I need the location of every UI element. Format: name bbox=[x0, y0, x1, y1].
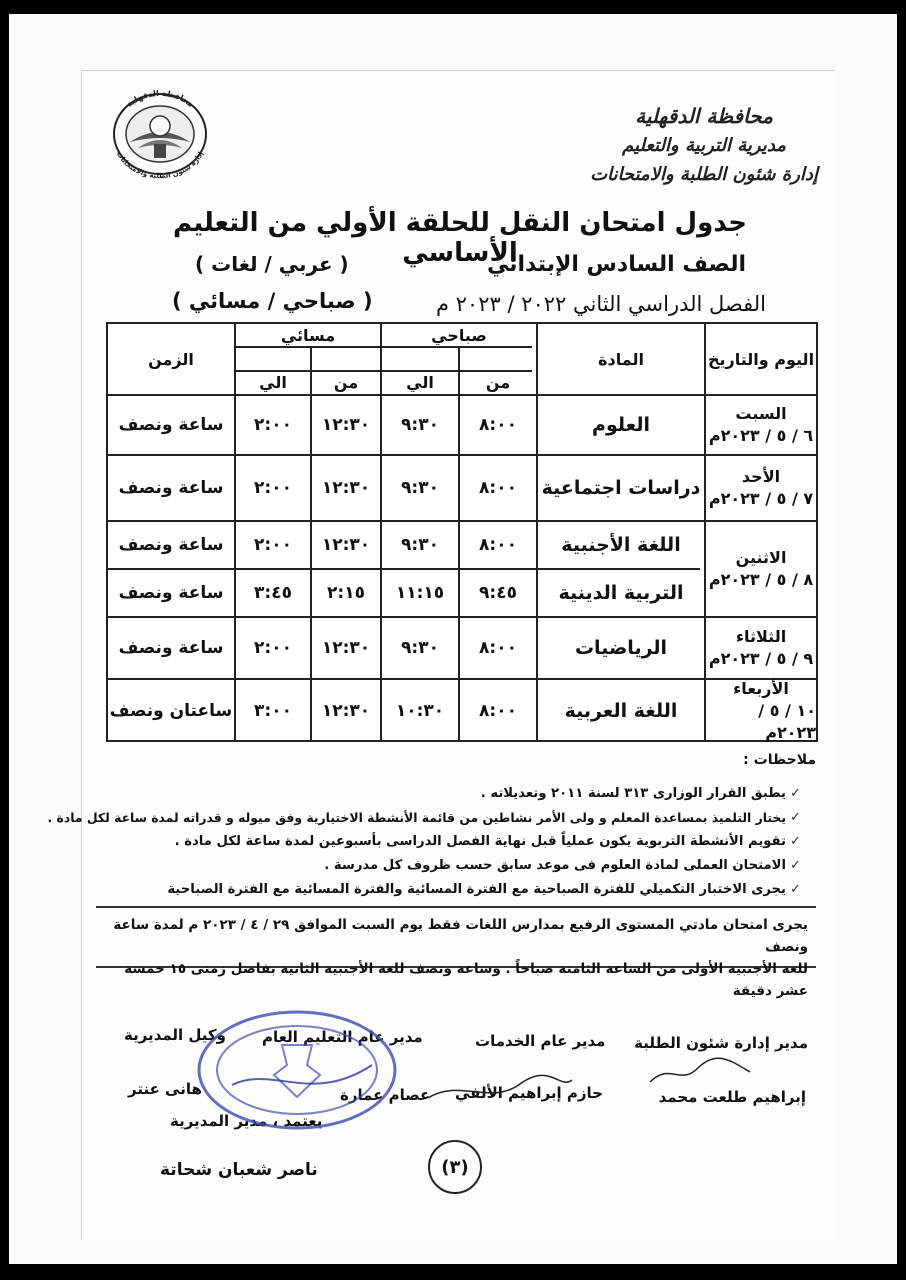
time-cell: ٢:٠٠ bbox=[254, 535, 292, 555]
check-bullet-icon: ✓ bbox=[790, 786, 801, 801]
governorate-name: محافظة الدقهلية bbox=[635, 104, 773, 128]
time-cell: ٨:٠٠ bbox=[479, 478, 517, 498]
time-cell: ٣:٤٥ bbox=[254, 583, 292, 603]
check-bullet-icon: ✓ bbox=[790, 882, 801, 897]
note-item: يختار التلميذ بمساعدة المعلم و ولى الأمر نشاطين من قائمة الأنشطة الاختيارية وفق ميوله و قدراته لمدة ساعة لكل مادة . bbox=[47, 810, 786, 825]
governorate-seal-icon bbox=[100, 84, 220, 184]
subject-cell: العلوم bbox=[592, 414, 650, 436]
header-day: اليوم والتاريخ bbox=[707, 349, 815, 369]
time-cell: ٣:٠٠ bbox=[254, 701, 292, 721]
notes-title: ملاحظات : bbox=[743, 752, 816, 768]
check-bullet-icon: ✓ bbox=[790, 834, 801, 849]
duration-cell: ساعة ونصف bbox=[118, 415, 224, 435]
note-item: يجرى الاختبار التكميلي للفترة الصباحية مع الفترة المسائية والفترة المسائية مع الفترة الصباحية bbox=[167, 882, 786, 897]
time-cell: ٩:٣٠ bbox=[401, 638, 439, 658]
time-cell: ١٢:٣٠ bbox=[321, 415, 371, 435]
subject-cell: اللغة العربية bbox=[564, 700, 678, 722]
subject-cell: اللغة الأجنبية bbox=[561, 534, 681, 556]
department-name: إدارة شئون الطلبة والامتحانات bbox=[590, 164, 818, 185]
signature-name: إبراهيم طلعت محمد bbox=[658, 1088, 806, 1106]
page-number: (٣) bbox=[428, 1140, 482, 1194]
time-cell: ٨:٠٠ bbox=[479, 415, 517, 435]
track-label: ( عربي / لغات ) bbox=[195, 252, 349, 276]
duration-cell: ساعة ونصف bbox=[118, 535, 224, 555]
signature-name: حازم إبراهيم الألفي bbox=[455, 1084, 603, 1102]
time-cell: ٢:١٥ bbox=[327, 583, 365, 603]
header-subject: المادة bbox=[598, 349, 644, 369]
subject-cell: الرياضيات bbox=[574, 637, 668, 659]
signature-title: وكيل المديرية bbox=[124, 1026, 226, 1044]
approval-label: يعتمد ، مدير المديرية bbox=[170, 1112, 323, 1130]
signature-title: مدير إدارة شئون الطلبة bbox=[634, 1034, 808, 1052]
exam-schedule-table bbox=[106, 322, 818, 742]
time-cell: ١٢:٣٠ bbox=[321, 478, 371, 498]
subject-cell: التربية الدينية bbox=[558, 582, 684, 604]
seal-subtext: إدارة شئون الطلبة والامتحانات bbox=[114, 150, 205, 181]
special-note-line: يجرى امتحان مادتي المستوى الرفيع بمدارس اللغات فقط يوم السبت الموافق ٢٩ / ٤ / ٢٠٢٣ م لمدة ساعة ونصف bbox=[113, 917, 808, 955]
note-item: يطبق القرار الوزارى ٣١٣ لسنة ٢٠١١ وتعديلاته . bbox=[480, 786, 786, 801]
time-cell: ٩:٤٥ bbox=[479, 583, 517, 603]
header-morning: صباحي bbox=[431, 325, 487, 345]
note-item: الامتحان العملى لمادة العلوم فى موعد سابق حسب ظروف كل مدرسة . bbox=[324, 858, 786, 873]
time-cell: ١٠:٣٠ bbox=[395, 701, 445, 721]
duration-cell: ساعة ونصف bbox=[118, 583, 224, 603]
duration-cell: ساعة ونصف bbox=[118, 478, 224, 498]
time-cell: ٢:٠٠ bbox=[254, 478, 292, 498]
day-cell: الأحد ٧ / ٥ / ٢٠٢٣م bbox=[708, 467, 814, 508]
check-bullet-icon: ✓ bbox=[790, 858, 801, 873]
time-cell: ٩:٣٠ bbox=[401, 535, 439, 555]
special-note-box bbox=[96, 906, 816, 999]
time-cell: ١٢:٣٠ bbox=[321, 701, 371, 721]
signature-title: مدير عام التعليم العام bbox=[262, 1028, 423, 1046]
term-label: الفصل الدراسي الثاني ٢٠٢٢ / ٢٠٢٣ م bbox=[435, 292, 766, 316]
header-authority bbox=[584, 102, 824, 189]
header-morning-to: الي bbox=[406, 372, 434, 392]
day-cell: الثلاثاء ٩ / ٥ / ٢٠٢٣م bbox=[708, 627, 814, 668]
signature-title: مدير عام الخدمات bbox=[475, 1032, 606, 1050]
time-cell: ٨:٠٠ bbox=[479, 638, 517, 658]
header-evening: مسائي bbox=[280, 325, 336, 345]
check-bullet-icon: ✓ bbox=[790, 810, 801, 825]
duration-cell: ساعة ونصف bbox=[118, 638, 224, 658]
day-cell: الأربعاء ١٠ / ٥ / ٢٠٢٣م bbox=[733, 679, 816, 742]
duration-cell: ساعتان ونصف bbox=[109, 701, 233, 721]
header-morning-from: من bbox=[485, 372, 511, 392]
shift-label: ( صباحي / مسائي ) bbox=[172, 289, 373, 313]
time-cell: ٨:٠٠ bbox=[479, 701, 517, 721]
time-cell: ١٢:٣٠ bbox=[321, 638, 371, 658]
signature-name: هانى عنتر bbox=[128, 1080, 202, 1098]
time-cell: ١٢:٣٠ bbox=[321, 535, 371, 555]
time-cell: ٩:٣٠ bbox=[401, 415, 439, 435]
note-item: تقويم الأنشطة التربوية يكون عملياً قبل نهاية الفصل الدراسى بأسبوعين لمدة ساعة لكل مادة . bbox=[174, 834, 786, 849]
day-cell: الاثنين ٨ / ٥ / ٢٠٢٣م bbox=[708, 548, 814, 589]
header-evening-to: الي bbox=[259, 372, 287, 392]
official-stamp-icon bbox=[192, 1005, 402, 1135]
time-cell: ٩:٣٠ bbox=[401, 478, 439, 498]
time-cell: ٨:٠٠ bbox=[479, 535, 517, 555]
director-name: ناصر شعبان شحاتة bbox=[160, 1160, 318, 1180]
seal-text: محافظة الدقهلية bbox=[124, 88, 196, 109]
header-duration: الزمن bbox=[148, 349, 194, 369]
page-title: جدول امتحان النقل للحلقة الأولي من التعليم الأساسي bbox=[172, 208, 748, 268]
special-note-line: للغة الأجنبية الأولى من الساعة الثامنة صباحاً . وساعة ونصف للغة الأجنبية الثانية بفاصل زمنى ١٥ خمسة عشر دقيقة bbox=[124, 961, 808, 999]
time-cell: ٢:٠٠ bbox=[254, 415, 292, 435]
header-evening-from: من bbox=[333, 372, 359, 392]
time-cell: ١١:١٥ bbox=[395, 583, 445, 603]
directorate-name: مديرية التربية والتعليم bbox=[622, 135, 786, 156]
grade-label: الصف السادس الإبتدائي bbox=[486, 252, 746, 277]
signature-scribble-icon bbox=[640, 1052, 760, 1092]
signature-name: عصام عمارة bbox=[340, 1086, 431, 1104]
day-cell: السبت ٦ / ٥ / ٢٠٢٣م bbox=[708, 404, 814, 445]
signature-scribble-icon bbox=[420, 1070, 580, 1110]
time-cell: ٢:٠٠ bbox=[254, 638, 292, 658]
subject-cell: دراسات اجتماعية bbox=[541, 477, 701, 499]
